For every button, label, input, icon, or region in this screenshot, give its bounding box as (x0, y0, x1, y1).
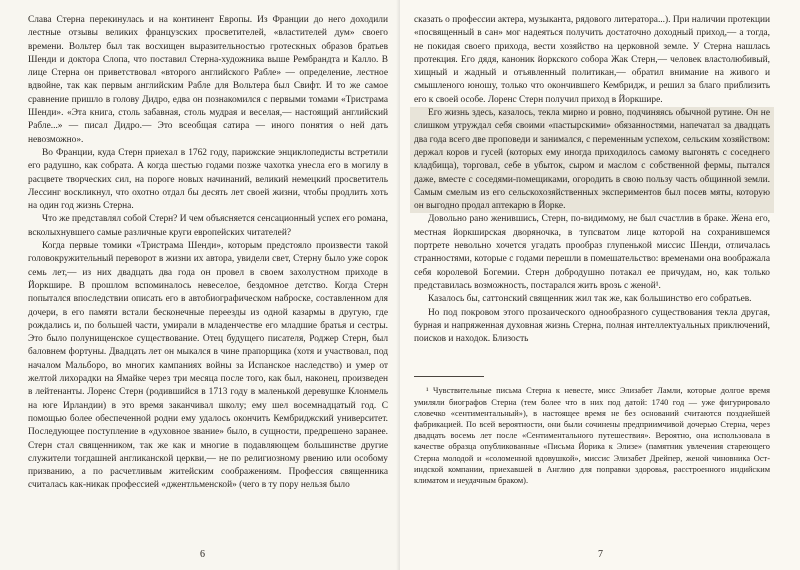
shaded-block (410, 107, 774, 213)
left-paragraph-3: Что же представлял собой Стерн? И чем объясняется сенсационный успех его романа, всколыхнувшего самые различные круги европейских читателей? (28, 214, 388, 238)
footnote-rule (414, 376, 484, 377)
right-page-number: 7 (598, 549, 603, 560)
footnote (414, 385, 770, 486)
right-paragraph-2: Его жизнь здесь, казалось, текла мирно и ровно, подчиняясь обычной рутине. Он не слишком утруждал себя своими «пастырскими» обязанностями, напечатал за двадцать два года всего две проповеди и занимался, с переменным успехом, сельским хозяйством: держал коров и гусей (которых ему иногда приходилось самому выгонять с соседнего кладбища), торговал, себе в убыток, сыром и маслом с собственной фермы, пытался даже, вместе с соседями-помещиками, огородить в свою пользу часть общинной земли. Самым смелым из его сельскохозяйственных экспериментов был посев мяты, которую он выгодно продал аптекарю в Йорке. (414, 108, 770, 212)
right-paragraph-3: Довольно рано женившись, Стерн, по-видимому, не был счастлив в браке. Жена его, местная йоркширская дворяночка, в тупсватом лице которой на сохранившемся портрете невольно хочется угадать прообраз глупенькой миссис Шенди, отличалась странностями, которые с годами перешли в помешательство: временами она воображала себя королевой Богемии. Стерн добродушно потакал ее причудам, но, как только представилась возможность, постарался жить врозь с женой¹. (414, 214, 770, 291)
right-paragraph-1: сказать о профессии актера, музыканта, рядового литератора...). При наличии протекции «посвященный в сан» мог надеяться получить достаточно доходный приход,— а тогда, не покидая своего прихода, вести хозяйство на церковной земле. У Стерна нашлась протекция. Его дядя, каноник йоркского собора Жак Стерн,— человек властолюбивый, хищный и жадный и отъявленный политикан,— обратил внимание на живого и смышленого юношу, только что окончившего Кембридж, и решил за благо приблизить его к своей особе. Лоренс Стерн получил приход в Йоркшире. (414, 15, 770, 105)
left-paragraph-4: Когда первые томики «Тристрама Шенди», которым предстояло произвести такой головокружительный переворот в жизни их автора, увидели свет, Стерну было уже сорок семь лет,— из них двадцать два года он провел в своем захолустном приходе в Йоркшире. В прошлом вспоминалось невеселое, бездомное детство. Когда Стерн попытался впоследствии описать его в автобиографическом наброске, составленном для дочери, в его памяти встали бесконечные переезды из одной казармы в другую, где рождались и, по большей части, умирали в младенчестве его младшие братья и сестры. Это было полунищенское существование. Отец будущего писателя, Роджер Стерн, был баловнем фортуны. Двадцать лет он мыкался в чине прапорщика (хотя и участвовал, под началом Мальборо, во многих кампаниях войны за Испанское наследство) и умер от желтой лихорадки на Ямайке через три месяца после того, как был, наконец, произведен в лейтенанты. Лоренс Стерн (родившийся в 1713 году в маленькой деревушке Клонмель на юге Ирландии) в это время заканчивал школу; ему шел восемнадцатый год. С помощью более обеспеченной родни ему удалось окончить Кембриджский университет. Последующее поступление в «духовное звание» было, в сущности, предрешено заранее. Стерн стал священником, так же как и многие в подавляющем большинстве другие служители тогдашней англиканской церкви,— не по религиозному рвению или особому призванию, а по расчетливым житейским соображениям. Профессия священника считалась как-никак профессией «джентльменской» (чего в ту пору нельзя было (28, 241, 388, 491)
right-page (400, 0, 800, 570)
right-paragraph-4: Казалось бы, саттонский священник жил так же, как большинство его собратьев. (428, 294, 752, 305)
left-paragraph-2: Во Франции, куда Стерн приехал в 1762 году, парижские энциклопедисты встретили его радушно, как собрата. А когда шестью годами позже чахотка унесла его в могилу в расцвете творческих сил, на пороге новых начинаний, великий немецкий просветитель Лессинг воскликнул, что охотно отдал бы десять лет своей жизни, чтобы продлить хоть на один год жизнь Стерна. (28, 147, 388, 212)
left-paragraph-1: Слава Стерна перекинулась и на континент Европы. Из Франции до него доходили лестные отзывы великих французских просветителей, «властителей дум» своего времени. Вольтер был так восхищен выразительностью гротескных образов братьев Шенди и доктора Слопа, что поставил Стерна-художника выше Рембрандта и Калло. В лице Стерна он приветствовал «второго английского Рабле» — определение, лестное вдвойне, так как первым английским Рабле для Вольтера был Свифт. И то же самое сравнение пришло в голову Дидро, едва он познакомился с первыми томами «Тристрама Шенди». «Эта книга, столь забавная, столь мудрая и веселая,— настоящий английский Рабле...» — писал Дидро.— Это всеобщая сатира — иного понятия о ней дать невозможно». (28, 15, 388, 145)
right-paragraph-5: Но под покровом этого прозаического однообразного существования текла другая, бурная и напряженная духовная жизнь Стерна, полная интеллектуальных приключений, поисков и находок. Близость (414, 307, 770, 345)
footnote-text: ¹ Чувствительные письма Стерна к невесте, мисс Элизабет Ламли, которые долгое время умиляли биографов Стерна (тем более что в них под датой: 1740 год — уже фигурировало словечко «сентиментальный»), в настоящее время не без оснований считаются позднейшей фабрикацией. По всей вероятности, они были сочинены предприимчивой дочерью Стерна, через двадцать восемь лет после «Сентиментального путешествия». Вероятно, она использовала в качестве образца опубликованные «Письма Йорика к Элизе» (памятник увлечения стареющего Стерна молодой и «соломенной вдовушкой», миссис Элизабет Дрейпер, женой чиновника Ост-индской компании, приехавшей в Англию для поправки здоровья, расстроенного индийским климатом и неудачным браком). (414, 386, 770, 486)
left-page-number: 6 (200, 549, 205, 560)
